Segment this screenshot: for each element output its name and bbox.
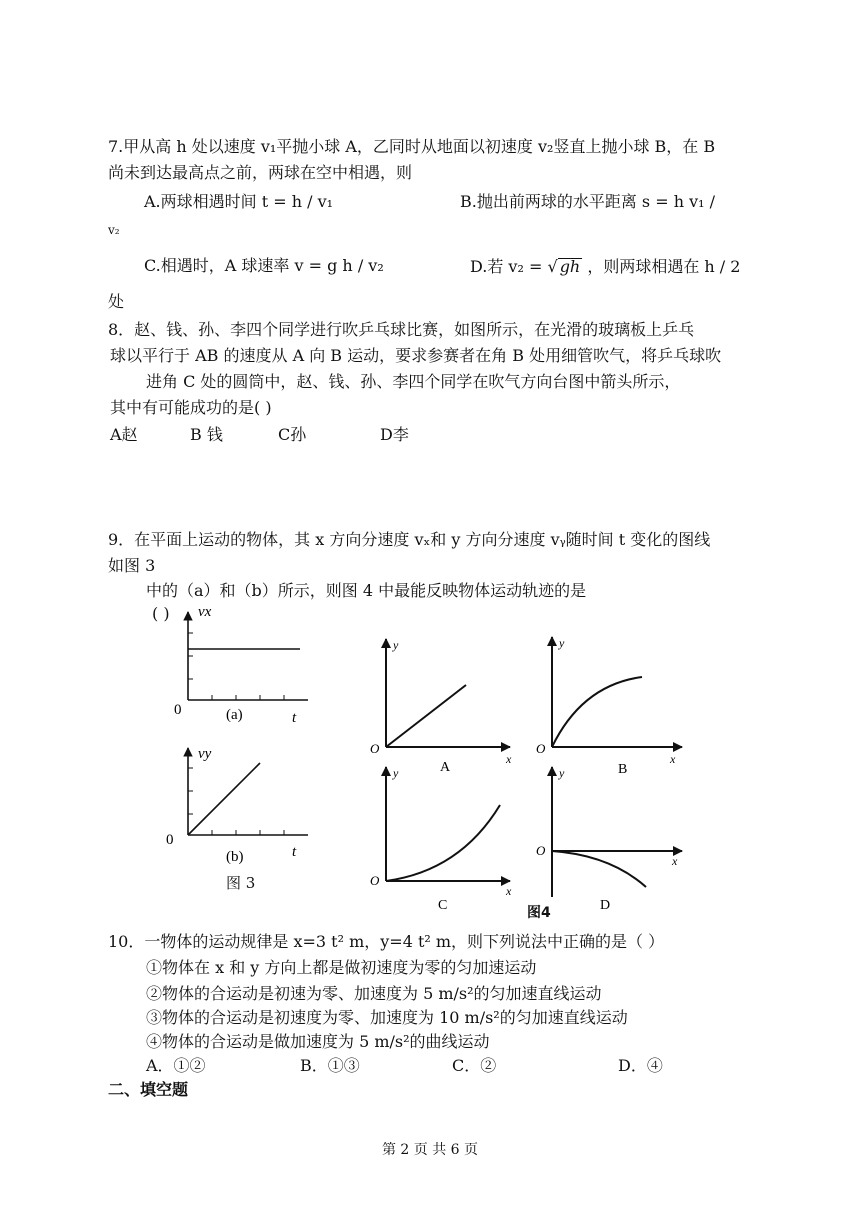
trajectory-c	[386, 805, 500, 881]
q7-option-d-post: ，则两球相遇在 h / 2	[587, 257, 741, 276]
figure-3a	[160, 600, 320, 730]
q8-line4: 其中有可能成功的是( )	[110, 398, 272, 417]
origin-label: 0	[174, 702, 182, 718]
panel-d	[536, 766, 682, 913]
q10-option-d: D．④	[618, 1056, 663, 1075]
figure-3-caption: 图 3	[226, 874, 256, 892]
panel-a	[370, 638, 512, 775]
figure-3b	[160, 740, 320, 890]
q10-option-a: A．①②	[146, 1056, 206, 1075]
t-axis-label: t	[292, 844, 297, 860]
caption-b: (b)	[226, 849, 244, 865]
q9-answer-paren: ( )	[152, 604, 170, 623]
y-label: y	[393, 766, 399, 780]
t-axis-label: t	[292, 710, 297, 726]
q10-statement-3: ③物体的合运动是初速度为零、加速度为 10 m/s²的匀加速直线运动	[146, 1008, 628, 1027]
origin-label: O	[370, 741, 380, 756]
q10-line1: 10．一物体的运动规律是 x=3 t² m，y=4 t² m，则下列说法中正确的是（ ）	[108, 932, 665, 951]
q7-option-d-pre: D.若 v₂ =	[470, 257, 543, 276]
q10-option-b: B．①③	[300, 1056, 360, 1075]
x-label: x	[506, 752, 512, 766]
q9-line1: 9．在平面上运动的物体，其 x 方向分速度 vₓ和 y 方向分速度 vᵧ随时间 t 变化的图线	[108, 530, 711, 549]
q8-line1: 8．赵、钱、孙、李四个同学进行吹乒乓球比赛，如图所示，在光滑的玻璃板上乒乓	[108, 320, 695, 339]
y-label: y	[393, 638, 399, 652]
vy-linear-line	[188, 763, 260, 835]
q10-statement-2: ②物体的合运动是初速为零、加速度为 5 m/s²的匀加速直线运动	[146, 984, 602, 1003]
q7-option-d-tail: 处	[108, 292, 125, 311]
q8-line2: 球以平行于 AB 的速度从 A 向 B 运动，要求参赛者在角 B 处用细管吹气，将乒乓球吹	[110, 346, 722, 365]
q7-option-d	[470, 256, 740, 277]
q8-option-c: C孙	[278, 425, 307, 444]
panel-letter-a: A	[440, 760, 451, 775]
figure-4-caption: 图4	[527, 905, 551, 921]
vx-axis-label: vx	[198, 604, 212, 620]
q7-option-d-sqrt: gh	[559, 257, 581, 276]
origin-label: O	[536, 741, 546, 756]
panel-letter-b: B	[618, 762, 628, 777]
vy-axis-label: vy	[198, 746, 212, 762]
q8-line3: 进角 C 处的圆筒中，赵、钱、孙、李四个同学在吹气方向台图中箭头所示，	[146, 372, 681, 391]
page-footer: 第 2 页 共 6 页	[381, 1142, 479, 1158]
panel-b	[536, 636, 682, 777]
q7-option-a: A.两球相遇时间 t = h / v₁	[144, 192, 334, 211]
q7-option-b-cont: v₂	[108, 223, 120, 237]
q8-option-b: B 钱	[190, 425, 223, 444]
q10-statement-1: ①物体在 x 和 y 方向上都是做初速度为零的匀加速运动	[146, 958, 537, 977]
section-2-heading: 二、填空题	[108, 1080, 189, 1099]
panel-letter-c: C	[438, 898, 448, 913]
trajectory-a	[386, 685, 466, 747]
panel-letter-d: D	[600, 898, 611, 913]
q7-option-c: C.相遇时，A 球速率 v = g h / v₂	[144, 256, 384, 275]
figure-4	[360, 625, 700, 920]
origin-label: 0	[166, 832, 174, 848]
q8-option-a: A赵	[110, 425, 138, 444]
x-label: x	[672, 854, 678, 868]
origin-label: O	[536, 843, 546, 858]
trajectory-b	[552, 677, 642, 747]
trajectory-d	[552, 851, 646, 887]
q7-option-b: B.抛出前两球的水平距离 s = h v₁ /	[460, 192, 716, 211]
q9-line2: 如图 3	[108, 556, 156, 575]
q7-line1: 7.甲从高 h 处以速度 v₁平抛小球 A，乙同时从地面以初速度 v₂竖直上抛小球 B，在 B	[108, 137, 716, 156]
x-label: x	[670, 752, 676, 766]
q10-option-c: C．②	[452, 1056, 497, 1075]
panel-c	[370, 766, 512, 913]
x-label: x	[506, 884, 512, 898]
q10-statement-4: ④物体的合运动是做加速度为 5 m/s²的曲线运动	[146, 1032, 490, 1051]
caption-a: (a)	[226, 707, 243, 723]
q9-line3: 中的（a）和（b）所示，则图 4 中最能反映物体运动轨迹的是	[146, 581, 587, 600]
y-label: y	[559, 636, 565, 650]
sqrt-symbol: √	[547, 257, 558, 276]
origin-label: O	[370, 873, 380, 888]
q8-option-d: D李	[380, 425, 409, 444]
q7-line2: 尚未到达最高点之前，两球在空中相遇，则	[108, 163, 413, 182]
y-label: y	[559, 766, 565, 780]
